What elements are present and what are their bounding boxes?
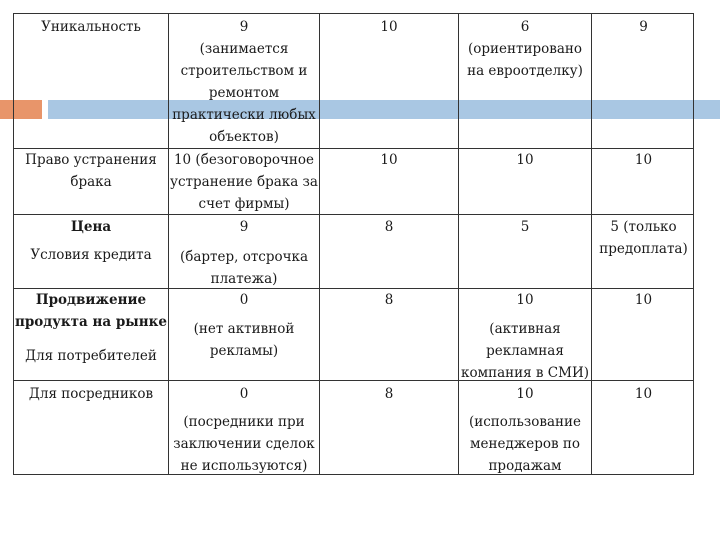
defects-company-2: 10 xyxy=(380,152,398,168)
credit-company-1: (бартер, отсрочка платежа) xyxy=(179,249,309,287)
intermediaries-company-4: 10 xyxy=(634,386,653,402)
promotion-company-3: 10 xyxy=(516,292,534,308)
column-divider xyxy=(458,14,459,474)
uniqueness-company-2: 10 xyxy=(380,19,398,35)
uniqueness-company-1: 9 (занимается строительством и ремонтом практически любых объектов) xyxy=(172,19,316,145)
price-company-4: 5 (только предоплата) xyxy=(599,219,688,257)
intermediaries-company-1: 0 xyxy=(239,386,249,402)
defects-company-3: 10 xyxy=(516,152,534,168)
row-label-promotion: Продвижение продукта на рынке xyxy=(14,292,168,330)
intermediaries-company-1-note: (посредники при заключении сделок не используются) xyxy=(173,414,315,474)
row-label-defects: Право устранения брака xyxy=(25,152,157,190)
promotion-company-1-note: (нет активной рекламы) xyxy=(193,321,295,359)
promotion-company-3-note: (активная рекламная компания в СМИ) xyxy=(461,321,589,381)
price-company-2: 8 xyxy=(384,219,394,235)
promotion-company-2: 8 xyxy=(384,292,394,308)
intermediaries-company-3-note: (использование менеджеров по продажам xyxy=(468,414,581,474)
row-divider xyxy=(14,380,693,381)
row-label-credit: Условия кредита xyxy=(30,247,152,263)
defects-company-1: 10 (безоговорочное устранение брака за счет фирмы) xyxy=(170,152,318,212)
row-divider xyxy=(14,214,693,215)
uniqueness-company-4: 9 xyxy=(639,19,648,35)
row-label-uniqueness: Уникальность xyxy=(41,19,141,35)
defects-company-4: 10 xyxy=(634,152,653,168)
comparison-table xyxy=(13,13,694,475)
uniqueness-company-3: 6 (ориентировано на евроотделку) xyxy=(467,19,583,79)
column-divider xyxy=(319,14,320,474)
promotion-company-1: 0 xyxy=(239,292,249,308)
intermediaries-company-3: 10 xyxy=(516,386,534,402)
row-label-intermediaries: Для посредников xyxy=(28,386,154,402)
row-label-consumers: Для потребителей xyxy=(25,348,157,364)
promotion-company-4: 10 xyxy=(634,292,653,308)
price-company-3: 5 xyxy=(520,219,530,235)
row-label-price: Цена xyxy=(70,219,112,235)
intermediaries-company-2: 8 xyxy=(384,386,394,402)
price-company-1: 9 xyxy=(239,219,249,235)
